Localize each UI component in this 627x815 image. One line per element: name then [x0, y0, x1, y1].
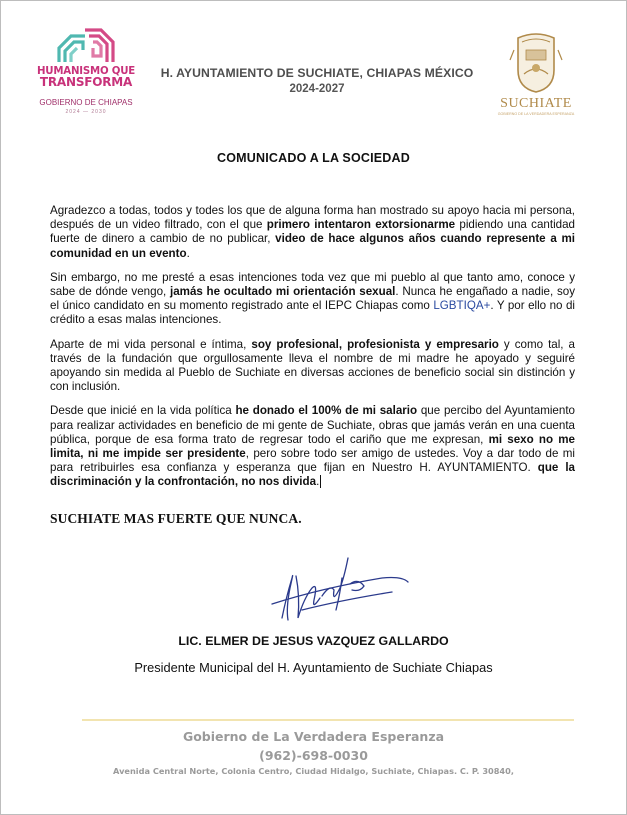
signer-role: Presidente Municipal del H. Ayuntamiento de Suchiate Chiapas	[134, 660, 493, 675]
footer-slogan: Gobierno de La Verdadera Esperanza	[182, 729, 445, 744]
p2-text-e: . Y por ello no di crédito a esas malas intenciones.	[50, 299, 575, 327]
p4-text-g: .	[316, 475, 320, 489]
p4-bold-b: he donado el 100% de mi salario	[235, 404, 418, 418]
p3-text-a: Aparte de mi vida personal e íntima,	[50, 337, 252, 351]
signer-name-text: LIC. ELMER DE JESUS VAZQUEZ GALLARDO	[178, 634, 449, 648]
p2-bold-b: jamás he ocultado mi orientación sexual	[169, 285, 396, 299]
p2-text-a: Sin embargo, no me presté a esas intenciones toda vez que mi pueblo al que tanto amo, conoce y sabe de dónde vengo,	[50, 270, 575, 299]
p1-bold-b: primero intentaron extorsionarme	[266, 218, 456, 232]
p1-text-e: .	[186, 246, 190, 260]
header-period: 2024-2027	[289, 83, 345, 95]
header-title: H. AYUNTAMIENTO DE SUCHIATE, CHIAPAS MÉXICO	[160, 66, 474, 80]
paragraph-2	[50, 271, 575, 328]
suchiate-seal	[496, 30, 576, 122]
paragraph-3	[50, 338, 575, 395]
logo-gov: GOBIERNO DE CHIAPAS	[39, 98, 133, 107]
logo-period: 2024 — 2030	[65, 109, 107, 115]
paragraph-1	[50, 204, 575, 261]
seal-subtitle: GOBIERNO DE LA VERDADERA ESPERANZA	[497, 112, 575, 116]
humanismo-emblem-icon	[55, 26, 117, 64]
p1-text-a: Agradezco a todas, todos y todes los que de alguna forma han mostrado su apoyo hacia mi persona, después de un video filtrado, con el que	[50, 204, 575, 232]
p4-bold-d: mi sexo no me limita, ni me impide ser presidente	[50, 432, 575, 461]
motto: SUCHIATE MAS FUERTE QUE NUNCA.	[50, 511, 302, 526]
document-heading: COMUNICADO A LA SOCIEDAD	[217, 151, 410, 165]
signer-name	[0, 634, 627, 648]
logo-line1: HUMANISMO QUE	[36, 66, 136, 77]
p4-text-c: que percibo del Ayuntamiento para realizar actividades en beneficio de mi gente de Suchiate, obras que jamás verán en una cuenta pública, porque de esa forma trato de regresar todo el cariño que me expresan,	[50, 404, 575, 446]
p4-text-a: Desde que inicié en la vida política	[50, 404, 236, 418]
signature	[252, 548, 412, 638]
paragraph-4	[50, 404, 575, 489]
footer-divider	[82, 719, 574, 721]
footer-phone: (962)-698-0030	[259, 748, 368, 763]
p2-lgbtiqa: LGBTIQA+	[433, 299, 491, 313]
humanismo-logo	[30, 26, 142, 118]
p4-bold-f: que la discriminación y la confrontación, no nos divida	[50, 461, 575, 489]
p4-text-e: , pero sobre todo ser amigo de ustedes. Voy a dar todo de mi para retribuirles esa confianza y esperanza que fijan en Nuestro H. AYUNTAMIENTO.	[50, 447, 575, 475]
seal-name: SUCHIATE	[500, 96, 572, 111]
suchiate-shield-icon	[496, 30, 576, 94]
p1-text-c: pidiendo una cantidad fuerte de dinero a cambio de no publicar,	[50, 218, 575, 246]
p1-bold-d: video de hace algunos años cuando represente a mi comunidad en un evento	[50, 232, 575, 260]
p3-text-c: y como tal, a través de la fundación que orgullosamente lleva el nombre de mi madre he apoyado y seguiré apoyando sin medida al Pueblo de Suchiate en diversas acciones de beneficio social sin distinción y con inclusión.	[50, 337, 575, 394]
p3-bold-b: soy profesional, profesionista y empresario	[251, 337, 499, 351]
document-body	[50, 204, 575, 500]
logo-line2: TRANSFORMA	[39, 75, 133, 89]
p2-text-c: . Nunca he engañado a nadie, soy el único candidato en su momento registrado ante el IEPC Chiapas como	[50, 285, 575, 313]
footer-address: Avenida Central Norte, Colonia Centro, Ciudad Hidalgo, Suchiate, Chiapas. C. P. 30840,	[113, 766, 514, 776]
